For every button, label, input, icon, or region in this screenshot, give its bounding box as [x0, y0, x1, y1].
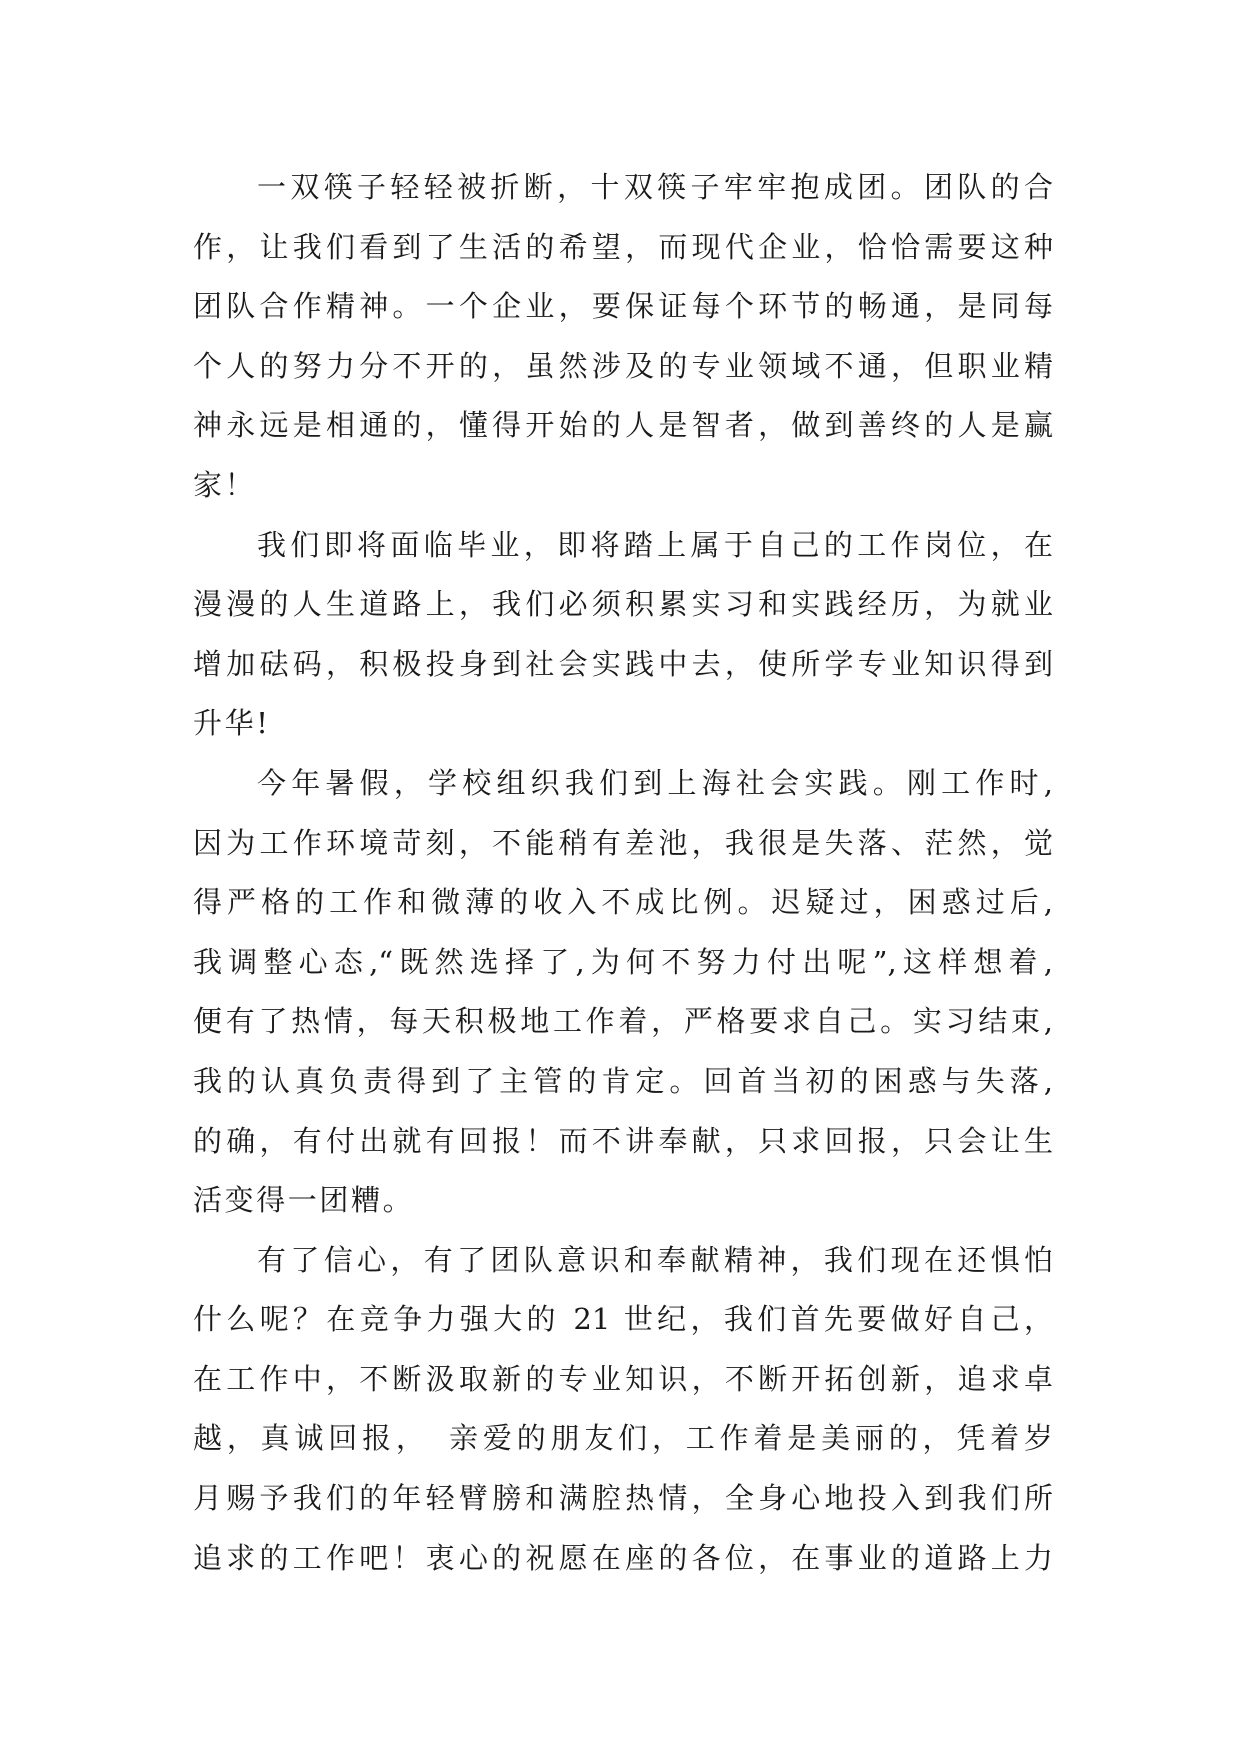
document-body	[193, 158, 1053, 1588]
text-line: 团队合作精神。一个企业，要保证每个环节的畅通，是同每	[193, 289, 1053, 324]
text-line: 月赐予我们的年轻臂膀和满腔热情，全身心地投入到我们所	[193, 1481, 1053, 1516]
text-line: 今年暑假，学校组织我们到上海社会实践。刚工作时,	[257, 765, 1053, 800]
text-line: 追求的工作吧！衷心的祝愿在座的各位，在事业的道路上力	[193, 1540, 1053, 1575]
text-line: 漫漫的人生道路上，我们必须积累实习和实践经历，为就业	[193, 587, 1053, 622]
text-line: 我的认真负责得到了主管的肯定。回首当初的困惑与失落,	[193, 1063, 1053, 1098]
text-line: 得严格的工作和微薄的收入不成比例。迟疑过，困惑过后,	[193, 885, 1053, 920]
text-line: 增加砝码，积极投身到社会实践中去，使所学专业知识得到	[193, 646, 1053, 681]
text-line: 我调整心态,“既然选择了,为何不努力付出呢”,这样想着,	[193, 944, 1053, 979]
text-line: 因为工作环境苛刻，不能稍有差池，我很是失落、茫然，觉	[193, 825, 1053, 860]
text-line: 神永远是相通的，懂得开始的人是智者，做到善终的人是赢	[193, 408, 1053, 443]
text-line: 个人的努力分不开的，虽然涉及的专业领域不通，但职业精	[193, 348, 1053, 383]
text-line: 越，真诚回报， 亲爱的朋友们，工作着是美丽的，凭着岁	[193, 1421, 1053, 1456]
text-line: 活变得一团糟。	[193, 1183, 415, 1218]
text-line: 升华!	[193, 706, 271, 741]
text-line: 作，让我们看到了生活的希望，而现代企业，恰恰需要这种	[193, 229, 1053, 264]
text-line: 我们即将面临毕业，即将踏上属于自己的工作岗位，在	[257, 527, 1053, 562]
text-line: 便有了热情，每天积极地工作着，严格要求自己。实习结束,	[193, 1004, 1053, 1039]
text-line: 在工作中，不断汲取新的专业知识，不断开拓创新，追求卓	[193, 1361, 1053, 1396]
text-line: 家！	[193, 467, 257, 502]
text-line: 什么呢？在竞争力强大的 21 世纪，我们首先要做好自己，	[193, 1302, 1053, 1337]
text-line: 的确，有付出就有回报！而不讲奉献，只求回报，只会让生	[193, 1123, 1053, 1158]
text-line: 一双筷子轻轻被折断，十双筷子牢牢抱成团。团队的合	[257, 170, 1053, 204]
text-line: 有了信心，有了团队意识和奉献精神，我们现在还惧怕	[257, 1242, 1053, 1277]
